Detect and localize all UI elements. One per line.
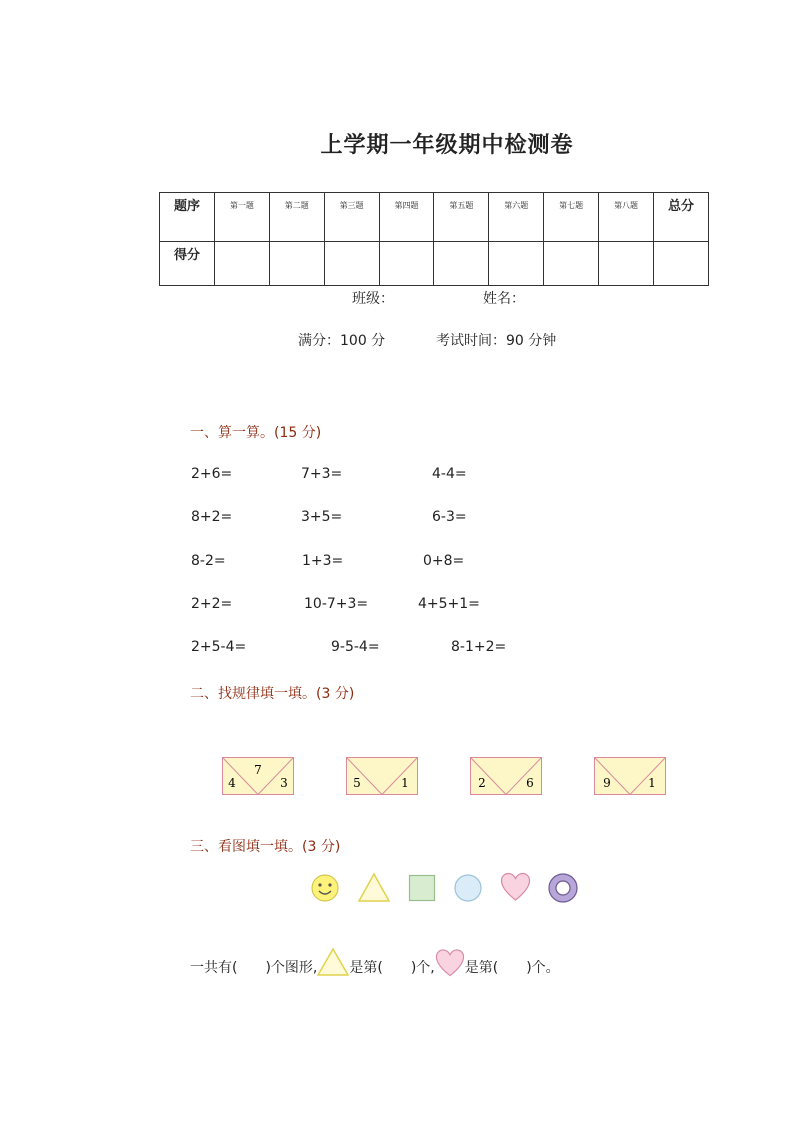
score-cell	[269, 242, 324, 286]
shape-question-line	[190, 948, 560, 978]
heart-icon	[500, 872, 531, 902]
column-1: 第一题	[214, 193, 269, 242]
score-cell	[379, 242, 434, 286]
score-row	[160, 242, 709, 286]
envelope-icon	[222, 757, 294, 795]
calc-item: 1+3=	[302, 553, 344, 569]
score-cell	[544, 242, 599, 286]
calc-item: 4-4=	[432, 466, 467, 482]
envelope	[346, 757, 418, 795]
column-2: 第二题	[269, 193, 324, 242]
envelope-left-number: 4	[228, 776, 236, 790]
class-label: 班级：	[352, 291, 394, 307]
column-4: 第四题	[379, 193, 434, 242]
ring-icon	[547, 872, 579, 904]
score-table	[159, 192, 709, 286]
column-6: 第六题	[489, 193, 544, 242]
envelope	[470, 757, 542, 795]
envelope-right-number: 6	[526, 776, 534, 790]
total-label: 总分	[654, 193, 709, 242]
envelope-icon	[346, 757, 418, 795]
envelope-left-number: 5	[353, 776, 361, 790]
score-cell	[214, 242, 269, 286]
envelope-left-number: 9	[603, 776, 611, 790]
section1-heading: 一、算一算。(15 分)	[190, 425, 322, 441]
envelope-icon	[470, 757, 542, 795]
score-cell	[599, 242, 654, 286]
page-title: 上学期一年级期中检测卷	[320, 132, 574, 158]
calc-item: 6-3=	[432, 509, 467, 525]
calc-item: 2+5-4=	[191, 639, 247, 655]
question-part-2: 是第( )个,	[349, 960, 435, 976]
calc-item: 3+5=	[301, 509, 343, 525]
envelope-right-number: 1	[401, 776, 409, 790]
name-label: 姓名：	[483, 291, 525, 307]
question-part-1: 一共有( )个图形,	[190, 960, 318, 976]
section3-heading: 三、看图填一填。(3 分)	[190, 839, 341, 855]
column-3: 第三题	[324, 193, 379, 242]
column-7: 第七题	[544, 193, 599, 242]
score-cell	[434, 242, 489, 286]
question-part-3: 是第( )个。	[464, 960, 560, 976]
calc-item: 7+3=	[301, 466, 343, 482]
envelope-right-number: 1	[648, 776, 656, 790]
column-8: 第八题	[599, 193, 654, 242]
row2-label: 得分	[160, 242, 215, 286]
smiley-icon	[310, 873, 340, 903]
heart-icon	[435, 948, 465, 978]
calc-item: 2+2=	[191, 596, 233, 612]
triangle-icon	[317, 948, 349, 976]
square-icon	[408, 874, 436, 902]
column-5: 第五题	[434, 193, 489, 242]
envelope-right-number: 3	[280, 776, 288, 790]
full-score: 满分：100 分	[298, 333, 386, 349]
calc-item: 8+2=	[191, 509, 233, 525]
score-cell	[489, 242, 544, 286]
calc-item: 8-2=	[191, 553, 226, 569]
calc-item: 0+8=	[423, 553, 465, 569]
envelope-icon	[594, 757, 666, 795]
triangle-icon	[357, 872, 391, 903]
score-cell	[324, 242, 379, 286]
exam-time: 考试时间：90 分钟	[436, 333, 557, 349]
calc-item: 4+5+1=	[418, 596, 480, 612]
row1-label: 题序	[160, 193, 215, 242]
section2-heading: 二、找规律填一填。(3 分)	[190, 686, 355, 702]
score-header-row	[160, 193, 709, 242]
envelope	[594, 757, 666, 795]
envelope-left-number: 2	[478, 776, 486, 790]
calc-item: 2+6=	[191, 466, 233, 482]
circle-icon	[453, 873, 483, 903]
envelope	[222, 757, 294, 795]
calc-item: 10-7+3=	[304, 596, 369, 612]
calc-item: 9-5-4=	[331, 639, 380, 655]
calc-item: 8-1+2=	[451, 639, 507, 655]
score-cell	[654, 242, 709, 286]
envelope-top-number: 7	[254, 763, 262, 777]
